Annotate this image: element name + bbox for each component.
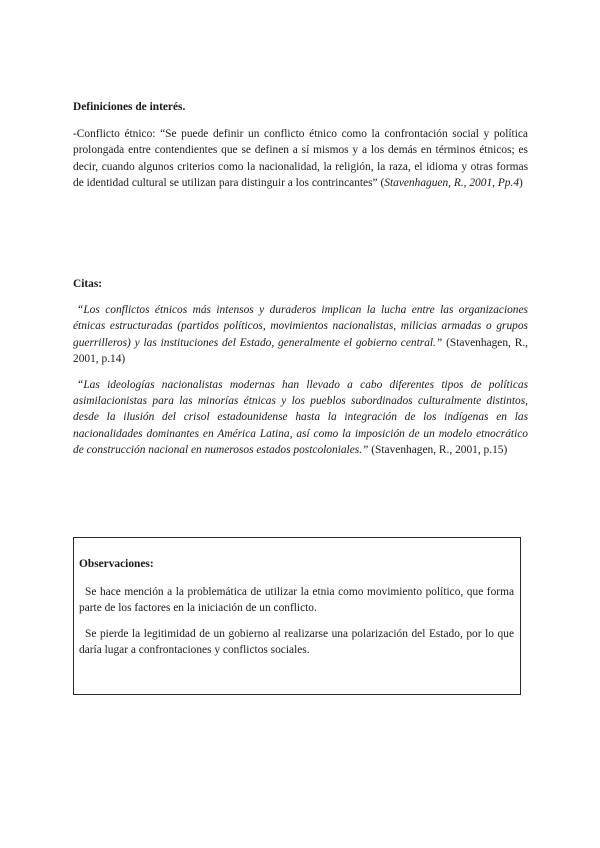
quote-2-reference: (Stavenhagen, R., 2001, p.15): [368, 443, 508, 456]
citas-section: [73, 276, 528, 458]
quote-1-reference: (Stavenhagen, R., 2001, p.14): [73, 336, 529, 365]
definitions-heading: Definiciones de interés.: [73, 101, 186, 113]
quote-2-text: “Las ideologías nacionalistas modernas han llevado a cabo diferentes tipos de políticas asimilacionistas para las minorías étnicas y los pueblos subordinados culturalmente distintos, desde la ilusión del crisol estadounidense hasta la integración de los indígenas en las nacionalidades dominantes en América Latina, así como la imposición de un modelo etnocrático de construcción nacional en numerosos estados postcoloniales.”: [73, 379, 528, 456]
quote-1: [73, 302, 528, 367]
definition-text: -Conflicto étnico: “Se puede definir un conflicto étnico como la confrontación social y política prolongada entre contendientes que se definen a sí mismos y a los demás en términos étnicos; es decir, cuando algunos criterios como la nacionalidad, la religión, la raza, el idioma y otras formas de identidad cultural se utilizan para distinguir a los contrincantes”: [73, 128, 528, 189]
quote-2: [73, 377, 528, 458]
observation-1: Se hace mención a la problemática de utilizar la etnia como movimiento político, que forma parte de los factores en la iniciación de un conflicto.: [79, 586, 514, 615]
observations-box: [73, 537, 521, 695]
ethnic-conflict-definition: [73, 126, 528, 191]
citas-heading: Citas:: [73, 278, 103, 290]
definitions-section: [73, 99, 528, 191]
observations-heading: Observaciones:: [79, 558, 154, 570]
citation-close: ): [519, 176, 523, 189]
citation-open: (: [377, 176, 385, 189]
observation-2: Se pierde la legitimidad de un gobierno al realizarse una polarización del Estado, por lo que daría lugar a confrontaciones y conflictos sociales.: [79, 628, 514, 657]
definition-citation: Stavenhaguen, R., 2001, Pp.4: [384, 176, 520, 189]
quote-1-text: “Los conflictos étnicos más intensos y duraderos implican la lucha entre las organizaciones étnicas estructuradas (partidos políticos, movimientos nacionalistas, milicias armadas o grupos guerrilleros) y las instituciones del Estado, generalmente el gobierno central.”: [73, 304, 528, 349]
